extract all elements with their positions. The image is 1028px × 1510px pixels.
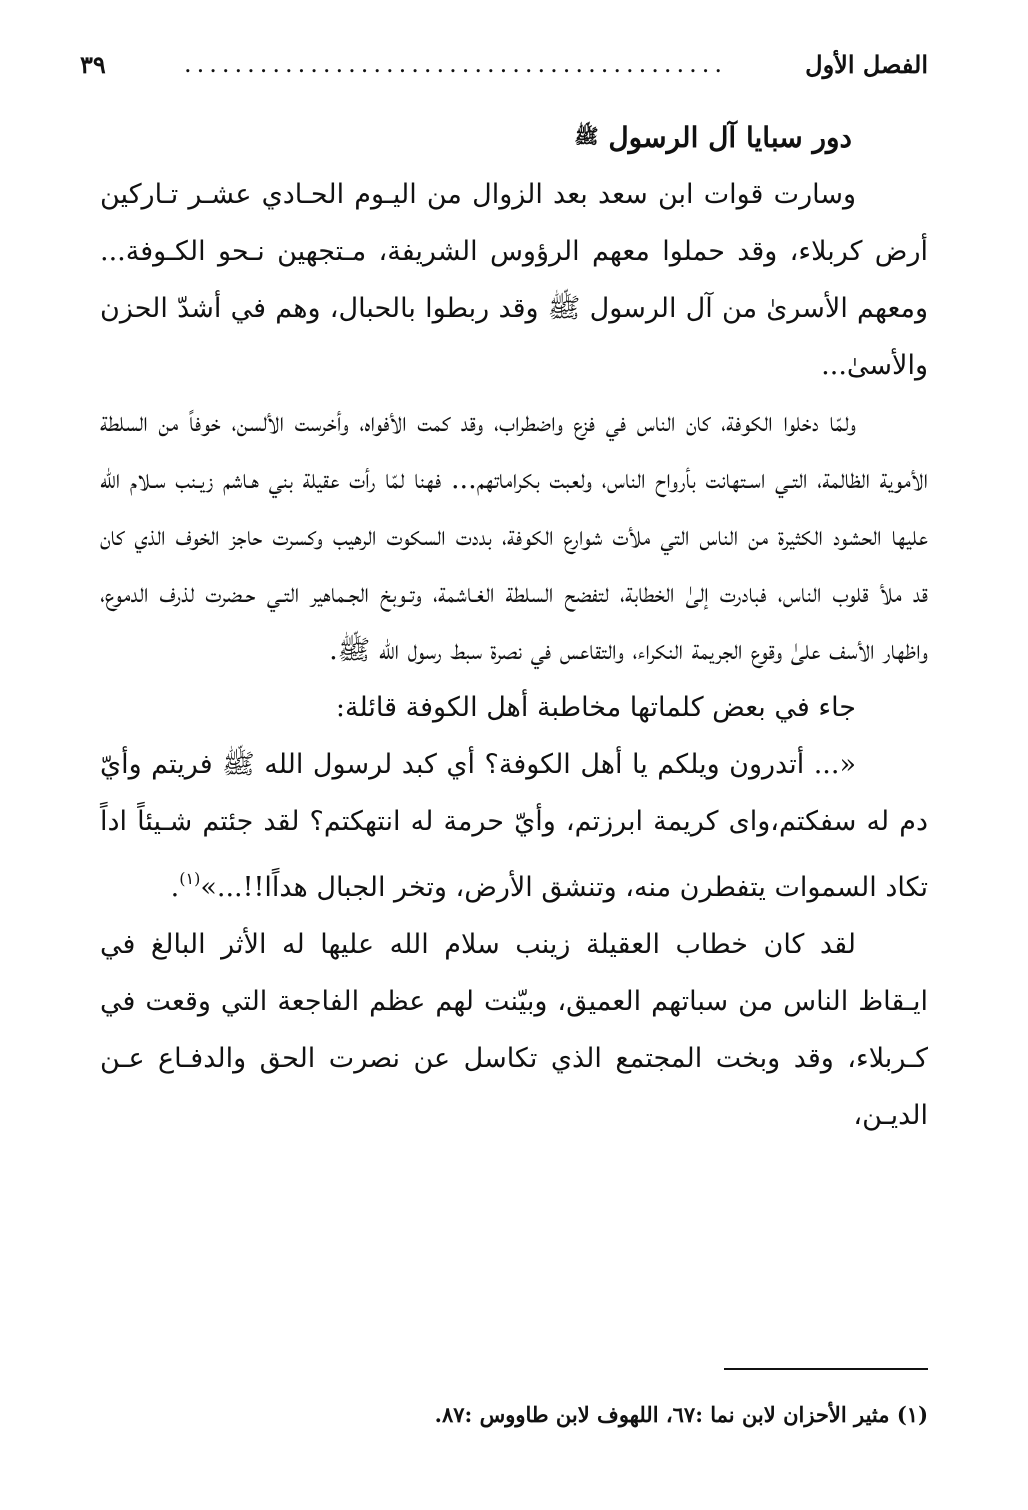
section-title xyxy=(100,108,928,166)
section-title-text: دور سبايا آل الرسول xyxy=(608,121,852,154)
footnote-reference[interactable]: (١) xyxy=(179,869,201,888)
paragraph-5: لقد كان خطاب العقيلة زينب سلام الله عليها له الأثر البالغ في ايـقاظ الناس من سباتهم العميق، وبيّنت لهم عظم الفاجعة التي وقعت في كـربلاء، وقد وبخت المجتمع الذي تكاسل عن نصرت الحق والدفـاع عـن الديـن، xyxy=(100,929,928,1131)
honorific-glyph: ﷺ xyxy=(574,124,599,148)
chapter-title: الفصل الأول xyxy=(805,49,928,79)
page-header xyxy=(80,44,928,84)
quote-text: «... أتدرون ويلكم يا أهل الكوفة؟ أي كبد لرسول الله ﷺ فريتم وأيّ دم له سفكتم،واى كريمة ابرزتم، وأيّ حرمة له انتهكتم؟ لقد جئتم شـيئاً اداً تكاد السموات يتفطرن منه، وتنشق الأرض، وتخر الجبال هداًا!!...» xyxy=(100,749,928,903)
footnote-divider xyxy=(724,1368,928,1370)
paragraph-1: وسارت قوات ابن سعد بعد الزوال من اليـوم الحـادي عشـر تـاركين أرض كربلاء، وقد حملوا معهم الرؤوس الشريفة، مـتجهين نـحو الكـوفة... ومعهم الأسرىٰ من آل الرسول ﷺ وقد ربطوا بالحبال، وهم في أشدّ الحزن والأسىٰ... xyxy=(100,179,928,381)
paragraph-4-quote xyxy=(100,736,928,916)
header-leader-dots: ........................................... xyxy=(183,50,727,78)
page-body xyxy=(100,108,928,1144)
quote-end-punct: . xyxy=(170,872,180,903)
page-number: ٣٩ xyxy=(80,49,106,79)
paragraph-3: جاء في بعض كلماتها مخاطبة أهل الكوفة قائلة: xyxy=(335,692,856,723)
footnote: (١) مثير الأحزان لابن نما :٦٧، اللهوف لابن طاووس :٨٧. xyxy=(434,1402,928,1427)
paragraph-2: ولمّا دخلوا الكوفة، كان الناس في فزع واضطراب، وقد كمت الأفواه، وأخرست الألسن، خوفاً من السلطة الأموية الظالمة، التـي اسـتهانت بأرواح الناس، ولعبت بكراماتهم... فهنا لمّا رأت عقيلة بني هـاشم زيـنب سـلام الله عليها الحشود الكثيرة من الناس التي ملأت شوارع الكوفة، بددت السكوت الرهيب وكسرت حاجز الخوف الذي كان قد ملأ قلوب الناس، فبادرت إلىٰ الخطابة، لتفضح السلطة الغـاشمة، وتـوبخ الجـماهير التـي حـضرت لذرف الدموع، واظهار الأسف علىٰ وقوع الجريمة النكراء، والتقاعس في نصرة سبط رسول الله ﷺ. xyxy=(100,407,928,666)
